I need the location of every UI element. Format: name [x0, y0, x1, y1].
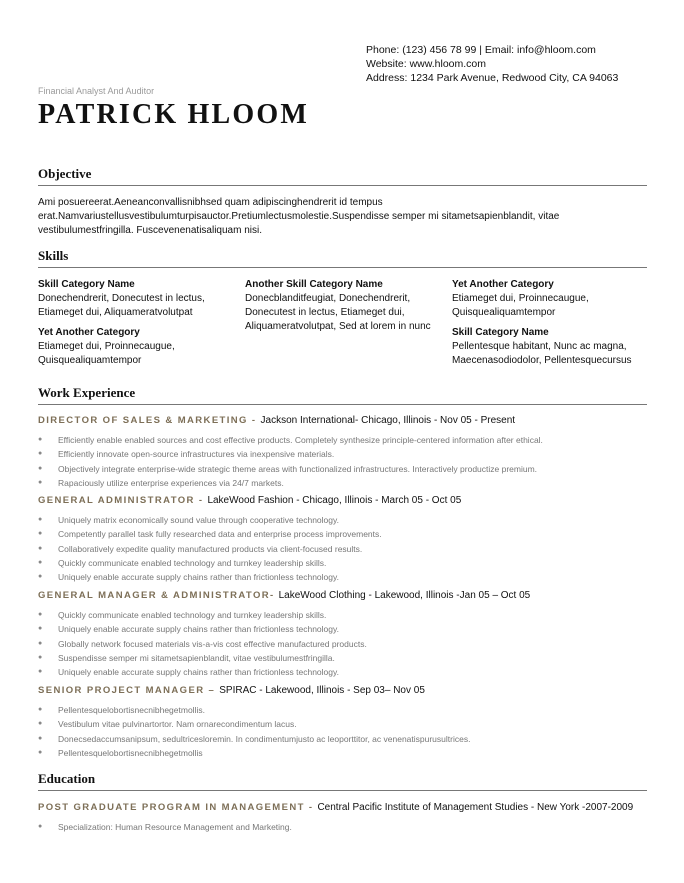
job-detail: LakeWood Clothing - Lakewood, Illinois -Jan 05 – Oct 05 — [278, 590, 531, 601]
list-item: ● Pellentesquelobortisnecnibhegetmollis — [38, 746, 470, 760]
objective-heading: Objective — [38, 166, 647, 186]
job-heading — [38, 590, 530, 601]
skill-category — [452, 326, 652, 368]
job-bullets — [38, 513, 382, 584]
skill-category — [245, 278, 441, 334]
candidate-name: PATRICK HLOOM — [38, 99, 310, 130]
contact-website: Website: www.hloom.com — [366, 58, 487, 70]
skills-column-3 — [452, 278, 652, 368]
work-experience-heading: Work Experience — [38, 385, 647, 405]
list-item: ● Rapaciously utilize enterprise experiences via 24/7 markets. — [38, 476, 543, 490]
job-heading — [38, 685, 425, 696]
skill-category-name: Another Skill Category Name — [245, 279, 383, 290]
skills-heading: Skills — [38, 248, 647, 268]
job-bullets — [38, 608, 367, 679]
degree-separator: - — [304, 802, 318, 813]
list-item: ● Competently parallel task fully researched data and enterprise process improvements. — [38, 527, 382, 541]
list-item: ● Specialization: Human Resource Management and Marketing. — [38, 820, 292, 834]
education-entry — [38, 802, 633, 813]
skill-category-name: Skill Category Name — [452, 327, 549, 338]
list-item: ● Uniquely enable accurate supply chains rather than frictionless technology. — [38, 622, 367, 636]
list-item: ● Globally network focused materials vis-a-vis cost effective manufactured products. — [38, 637, 367, 651]
skill-category-detail: Etiameget dui, Proinnecaugue, Quisquealiquamtempor — [38, 341, 175, 366]
contact-phone-email: Phone: (123) 456 78 99 | Email: info@hloom.com — [366, 44, 596, 56]
list-item: ● Donecsedaccumsanipsum, sedultricesloremin. In condimentumjusto ac leoporttitor, ac venenatispurusultrices. — [38, 732, 470, 746]
contact-address: Address: 1234 Park Avenue, Redwood City, CA 94063 — [366, 72, 619, 84]
list-item: ● Pellentesquelobortisnecnibhegetmollis. — [38, 703, 470, 717]
skills-column-2 — [245, 278, 441, 334]
list-item: ● Uniquely matrix economically sound value through cooperative technology. — [38, 513, 382, 527]
objective-text: Ami posuereerat.Aeneanconvallisnibhsed quam adipiscinghendrerit id tempus erat.Namvariustellusvestibulumturpisauctor.Pretiumlectusmolestie.Suspendisse semper mi sitametsapienblandit, vitae vestibulumestfringilla. Fuscevenenatisaliquam nisi. — [38, 197, 560, 236]
list-item: ● Uniquely enable accurate supply chains rather than frictionless technology. — [38, 665, 367, 679]
job-detail: SPIRAC - Lakewood, Illinois - Sep 03– Nov 05 — [219, 685, 425, 696]
degree-title: POST GRADUATE PROGRAM IN MANAGEMENT — [38, 802, 305, 813]
skill-category — [38, 278, 238, 320]
list-item: ● Quickly communicate enabled technology and turnkey leadership skills. — [38, 608, 367, 622]
skill-category-name: Skill Category Name — [38, 279, 135, 290]
job-bullets — [38, 703, 470, 760]
list-item: ● Objectively integrate enterprise-wide strategic theme areas with functionalized infrastructures. Interactively productize premium. — [38, 462, 543, 476]
job-heading — [38, 495, 461, 506]
job-separator: - — [247, 415, 261, 426]
job-title: DIRECTOR OF SALES & MARKETING — [38, 415, 248, 426]
education-bullets — [38, 820, 292, 834]
skill-category — [38, 326, 238, 368]
degree-detail: Central Pacific Institute of Management Studies - New York -2007-2009 — [317, 802, 634, 813]
contact-info — [366, 43, 618, 85]
job-bullets — [38, 433, 543, 490]
skill-category-name: Yet Another Category — [452, 279, 554, 290]
skill-category-detail: Etiameget dui, Proinnecaugue, Quisquealiquamtempor — [452, 293, 589, 318]
education-heading: Education — [38, 771, 647, 791]
job-heading — [38, 415, 515, 426]
job-separator: – — [204, 685, 220, 696]
job-title: GENERAL ADMINISTRATOR — [38, 495, 195, 506]
job-separator: - — [194, 495, 208, 506]
list-item: ● Efficiently enable enabled sources and cost effective products. Completely synthesize principle-centered information after ethical. — [38, 433, 543, 447]
skill-category-detail: Donecblanditfeugiat, Donechendrerit, Donecutest in lectus, Etiameget dui, Aliquameratvolutpat, Sed at lorem in nunc — [245, 293, 431, 332]
job-detail: Jackson International- Chicago, Illinois - Nov 05 - Present — [260, 415, 516, 426]
list-item: ● Efficiently innovate open-source infrastructures via inexpensive materials. — [38, 447, 543, 461]
skill-category — [452, 278, 652, 320]
list-item: ● Quickly communicate enabled technology and turnkey leadership skills. — [38, 556, 382, 570]
list-item: ● Vestibulum vitae pulvinartortor. Nam ornarecondimentum lacus. — [38, 717, 470, 731]
skill-category-name: Yet Another Category — [38, 327, 140, 338]
skill-category-detail: Pellentesque habitant, Nunc ac magna, Maecenasodiodolor, Pellentesquecursus — [452, 341, 632, 366]
job-subtitle: Financial Analyst And Auditor — [38, 86, 155, 96]
job-separator: - — [270, 590, 279, 601]
list-item: ● Uniquely enable accurate supply chains rather than frictionless technology. — [38, 570, 382, 584]
job-title: GENERAL MANAGER & ADMINISTRATOR — [38, 590, 270, 601]
job-title: SENIOR PROJECT MANAGER — [38, 685, 205, 696]
list-item: ● Suspendisse semper mi sitametsapienblandit, vitae vestibulumestfringilla. — [38, 651, 367, 665]
skill-category-detail: Donechendrerit, Donecutest in lectus, Etiameget dui, Aliquameratvolutpat — [38, 293, 205, 318]
skills-column-1 — [38, 278, 238, 368]
job-detail: LakeWood Fashion - Chicago, Illinois - March 05 - Oct 05 — [207, 495, 462, 506]
list-item: ● Collaboratively expedite quality manufactured products via client-focused results. — [38, 542, 382, 556]
